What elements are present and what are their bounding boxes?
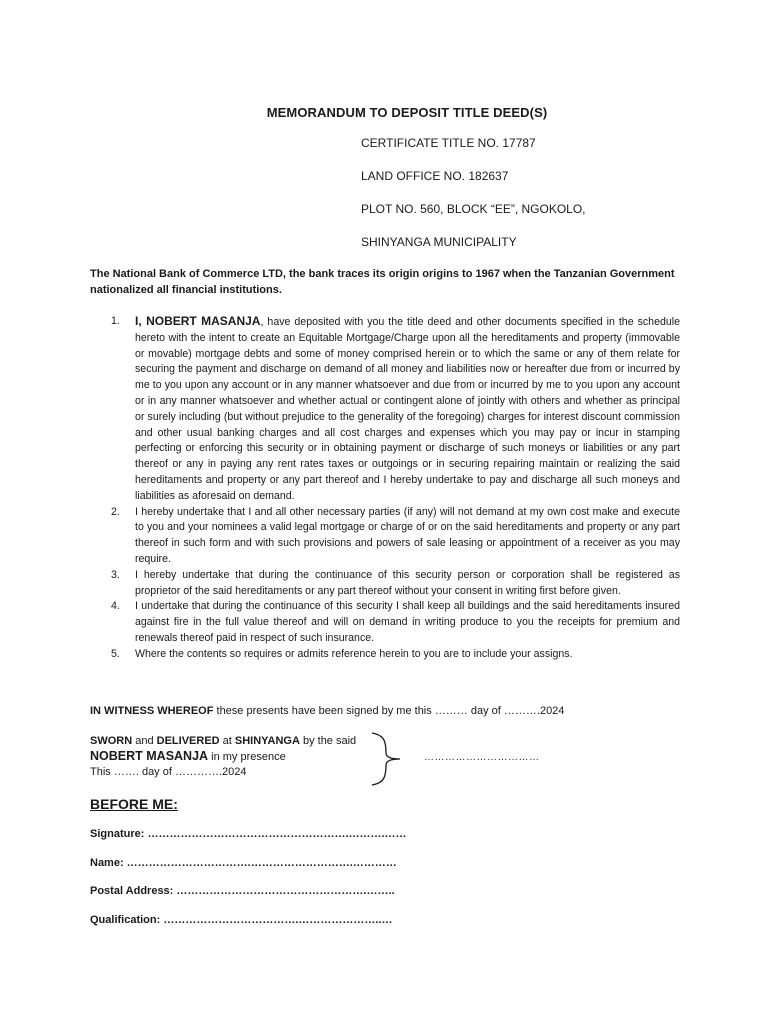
clause-1 (90, 314, 680, 505)
in-my-presence: in my presence (208, 751, 286, 763)
before-me-heading: BEFORE ME: (90, 796, 178, 812)
land-office-no: LAND OFFICE NO. 182637 (361, 169, 509, 183)
sworn-line (90, 734, 356, 749)
clause-2 (90, 505, 680, 568)
sworn-block (90, 734, 356, 780)
clause-number: 1. (111, 315, 120, 327)
clause-text: I undertake that during the continuance of this security I shall keep all buildings and the said hereditaments insured against fire in the full value thereof and will on demand in writing produce to you the receipts for premium and renewals thereof paid in respect of such insurance. (135, 600, 680, 644)
witness-bold: IN WITNESS WHEREOF (90, 705, 214, 717)
postal-address-field: Postal Address: …………………………………………….…….. (90, 885, 395, 897)
clause-number: 4. (111, 600, 120, 613)
sworn-word: SWORN (90, 735, 133, 747)
clause-number: 5. (111, 647, 120, 660)
name-field: Name: …………………………….……………………….………… (90, 857, 397, 869)
qualification-field: Qualification: ……………………………….…………………..… (90, 914, 393, 926)
clause-5 (90, 647, 680, 663)
clause-4 (90, 599, 680, 646)
clause-text: I hereby undertake that during the continuance of this security person or corporation shall be registered as proprietor of the said hereditaments or any part thereof without your consent in writing first before given. (135, 568, 680, 597)
intro-paragraph: The National Bank of Commerce LTD, the bank traces its origin origins to 1967 when the Tanzanian Government nationalized all financial institutions. (90, 268, 675, 296)
clause-number: 2. (111, 505, 120, 518)
document-title: MEMORANDUM TO DEPOSIT TITLE DEED(S) (266, 105, 548, 120)
certificate-title-no: CERTIFICATE TITLE NO. 17787 (361, 136, 536, 150)
sworn-name: NOBERT MASANJA (90, 749, 209, 763)
at-word: at (219, 735, 235, 747)
sworn-name-line (90, 749, 356, 765)
clause-3 (90, 568, 680, 600)
clause-lead: I, NOBERT MASANJA (135, 314, 261, 328)
clause-text: , have deposited with you the title deed and other documents specified in the schedule hereto with the intent to create an Equitable Mortgage/Charge upon all the hereditaments and property (immovable or movable) mortgage debts and some of money comprised herein or to which the same or any of them relate for securing the payment and discharge on demand of all money and liabilities now or hereafter due from or incurred by me to you upon any account or in any manner whatsoever and due from or incurred by me to you upon any account or in any manner whatsoever and whether actual or contingent alone of jointly with others and whether as principal or surely including (but without prejudice to the generality of the foregoing) charges for interest discount commission and other usual banking charges and all cost charges and expenses which you may pay or incur in stamping perfecting or enforcing this security or in obtaining payment or discharge of such moneys or liabilities or any part thereof or any in paying any rent rates taxes or outgoings or in securing repairing maintain or realizing the said hereditaments and property or any part thereof and I hereby undertake to pay and discharge all such moneys and liabilities as aforesaid on demand. (135, 316, 680, 502)
witness-rest: these presents have been signed by me this ……… day of ……….2024 (213, 705, 565, 717)
place-word: SHINYANGA (234, 735, 300, 747)
clause-text: Where the contents so requires or admits reference herein to you are to include your assigns. (135, 647, 573, 660)
clause-number: 3. (111, 568, 120, 581)
clause-text: I hereby undertake that I and all other necessary parties (if any) will not demand at my own cost make and execute to you and your nominees a valid legal mortgage or charge of or on the said hereditaments and property or any part thereof in such form and with such provisions and powers of sale leasing or appointment of a receiver as you may require. (135, 505, 680, 565)
municipality: SHINYANGA MUNICIPALITY (361, 235, 517, 249)
right-brace-icon (370, 731, 402, 787)
plot-no: PLOT NO. 560, BLOCK “EE”, NGOKOLO, (361, 202, 586, 216)
delivered-word: DELIVERED (156, 735, 220, 747)
sworn-date: This ……. day of ………….2024 (90, 766, 247, 778)
signature-dots: …………………………… (424, 752, 540, 763)
by-the-said: by the said (299, 735, 357, 747)
clause-list (90, 314, 680, 663)
witness-line (90, 705, 564, 717)
and-word: and (132, 735, 157, 747)
signature-field: Signature: ……………………………………………….……….…… (90, 828, 407, 840)
